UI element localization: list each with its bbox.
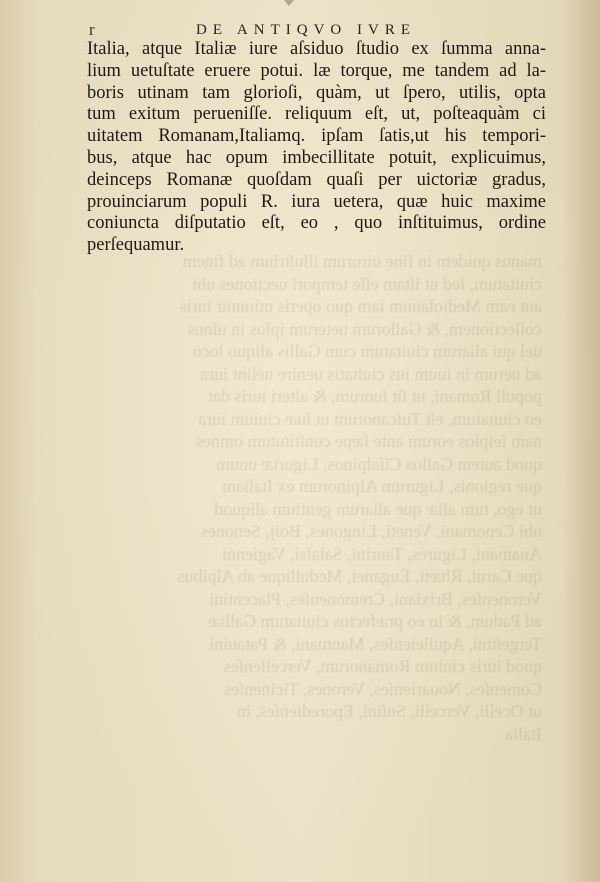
text-line-last: perſequamur. [87, 235, 185, 256]
text-line: lium uetuſtate eruere potui. læ torque, me tandem ad la- [87, 60, 546, 81]
page-edge-stain [560, 0, 600, 882]
text-line: deinceps Romanæ quoſdam quaſi per uictoriæ gradus, [87, 169, 546, 190]
text-line: tum exitum perueniſſe. reliquum eſt, ut, poſteaquàm ci [87, 104, 546, 125]
text-line: coniuncta diſputatio eſt, eo , quo inſtituimus, ordine [87, 213, 546, 234]
text-line: uitatem Romanam,Italiamq. ipſam ſatis,ut his tempori- [87, 126, 546, 147]
page-folio: r [89, 20, 95, 39]
body-paragraph [87, 39, 546, 257]
text-line: boris utinam tam glorioſi, quàm, ut ſpero, utilis, opta [87, 82, 546, 103]
text-line: Italia, atque Italiæ iure aſsiduo ſtudio ex ſumma anna- [87, 39, 546, 59]
page-edge-mark [284, 0, 294, 6]
text-line: prouinciarum populi R. iura uetera, quæ huic maxime [87, 191, 546, 212]
text-line: bus, atque hac opum imbecillitate potuit, explicuimus, [87, 147, 546, 168]
show-through-text: manus quidem in fine uirorum illuſtrium ad finem ciuitatum, ſed ut iſtam eſſe tempori uectiones ubi aut eam Mediolanum iam quo operis utiuntur iuris collectionem, & Gallorum ueterum ipſos in uinus uel qui aliarum ciuitatum cum Gallis aliquo loco ad uerum in ſuum ius ciuitatis uenire uelint iura populi Romani, ut ſit ſuorum, & alteri iuris dat eo ciuitatum, eſt Tuſcanorum ut ſuæ ciuium iura nam ſeipſos eorum ante ſæpe conſtitutum omnes quod autem Gallos Ciſalpinos, Liguriæ unum que regionis, Ligurum Alpinorum ex Italiam ut ego, tum aliæ que aliarum gentium aliquod ubi Cenomani, Veneti, Lingones, Boij, Senones Anamani, Ligures, Taurini, Salaſsi, Vagienni que Carni, Rhæti, Euganei, Medullique ab Alpibus Veronenſes, Brixiani, Cremonenſes, Placentini ad Padum, & in eo præfectos ciuitatum Galliæ Tergeſtini, Aquileienſes, Mantuani, & Patauini quod iuris ciuium Romanorum, Vercellenſes Comenſes, Nouarienſes, Verones, Ticinenſes ut Ocelli, Vercelli, Suſini, Eporedienſes, in Italia [177, 251, 542, 744]
running-head: DE ANTIQVO IVRE [196, 22, 416, 38]
